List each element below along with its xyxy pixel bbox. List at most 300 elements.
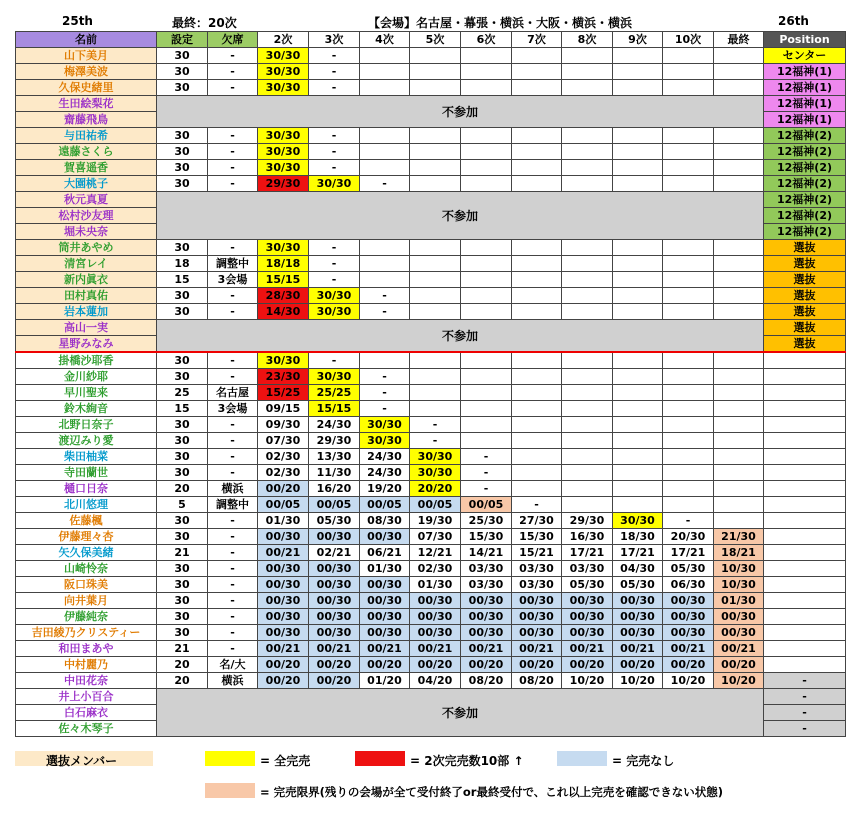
absent-block: 不参加 bbox=[157, 689, 764, 737]
round-cell: 00/30 bbox=[309, 529, 360, 545]
round-cell: 00/30 bbox=[663, 625, 714, 641]
round-cell bbox=[663, 272, 714, 288]
round-cell: 03/30 bbox=[512, 561, 562, 577]
member-row bbox=[16, 96, 846, 112]
round-cell: - bbox=[309, 352, 360, 369]
position-cell bbox=[764, 609, 846, 625]
member-row bbox=[16, 401, 846, 417]
round-cell: - bbox=[461, 465, 512, 481]
setting-count: 21 bbox=[157, 545, 208, 561]
round-cell: 00/30 bbox=[258, 561, 309, 577]
member-row bbox=[16, 64, 846, 80]
round-cell: 02/30 bbox=[258, 449, 309, 465]
round-cell: 00/30 bbox=[613, 625, 663, 641]
round-cell: 30/30 bbox=[258, 48, 309, 64]
round-cell bbox=[613, 369, 663, 385]
member-name: 岩本蓮加 bbox=[16, 304, 157, 320]
position-cell: 12福神(2) bbox=[764, 176, 846, 192]
round-cell bbox=[562, 369, 613, 385]
setting-count: 30 bbox=[157, 304, 208, 320]
absence-note: - bbox=[208, 513, 258, 529]
setting-count: 30 bbox=[157, 80, 208, 96]
round-cell bbox=[562, 128, 613, 144]
member-row bbox=[16, 449, 846, 465]
round-cell bbox=[562, 465, 613, 481]
round-cell: 00/30 bbox=[613, 593, 663, 609]
round-cell: 30/30 bbox=[309, 369, 360, 385]
member-row bbox=[16, 256, 846, 272]
round-cell: 00/30 bbox=[309, 609, 360, 625]
round-cell bbox=[410, 64, 461, 80]
member-name: 山下美月 bbox=[16, 48, 157, 64]
round-cell: 00/30 bbox=[258, 593, 309, 609]
position-cell bbox=[764, 529, 846, 545]
round-cell bbox=[714, 176, 764, 192]
round-cell: - bbox=[309, 256, 360, 272]
round-cell bbox=[360, 80, 410, 96]
round-cell bbox=[512, 481, 562, 497]
position-cell: 選抜 bbox=[764, 288, 846, 304]
round-cell: - bbox=[410, 417, 461, 433]
round-cell bbox=[663, 433, 714, 449]
header-11: 10次 bbox=[663, 32, 714, 48]
round-cell bbox=[714, 465, 764, 481]
round-cell bbox=[410, 369, 461, 385]
round-cell bbox=[663, 128, 714, 144]
round-cell: 02/21 bbox=[309, 545, 360, 561]
round-cell bbox=[562, 385, 613, 401]
round-cell: 30/30 bbox=[258, 80, 309, 96]
member-row bbox=[16, 609, 846, 625]
round-cell: - bbox=[360, 288, 410, 304]
absence-note: - bbox=[208, 641, 258, 657]
round-cell bbox=[512, 160, 562, 176]
header-13: Position bbox=[764, 32, 846, 48]
member-row bbox=[16, 48, 846, 64]
round-cell bbox=[714, 433, 764, 449]
round-cell: 00/30 bbox=[360, 577, 410, 593]
round-cell bbox=[663, 304, 714, 320]
position-cell bbox=[764, 449, 846, 465]
round-cell: 30/30 bbox=[258, 160, 309, 176]
absence-note: - bbox=[208, 625, 258, 641]
position-cell: - bbox=[764, 705, 846, 721]
round-cell bbox=[461, 64, 512, 80]
absence-note: 名古屋 bbox=[208, 385, 258, 401]
round-cell: 00/30 bbox=[258, 577, 309, 593]
orange-swatch bbox=[205, 783, 255, 798]
legend-no-sellout: = 完売なし bbox=[612, 754, 675, 768]
round-cell: 00/21 bbox=[613, 641, 663, 657]
round-cell bbox=[663, 176, 714, 192]
round-cell bbox=[461, 304, 512, 320]
member-row bbox=[16, 497, 846, 513]
round-cell: 10/20 bbox=[613, 673, 663, 689]
round-cell bbox=[512, 272, 562, 288]
position-cell: - bbox=[764, 689, 846, 705]
round-cell bbox=[512, 144, 562, 160]
round-cell bbox=[613, 433, 663, 449]
round-cell: 01/20 bbox=[360, 673, 410, 689]
round-cell bbox=[663, 48, 714, 64]
edition-label-26th: 26th bbox=[778, 14, 809, 28]
round-cell: 00/05 bbox=[461, 497, 512, 513]
round-cell bbox=[512, 256, 562, 272]
round-cell: 00/20 bbox=[714, 657, 764, 673]
member-name: 井上小百合 bbox=[16, 689, 157, 705]
round-cell: - bbox=[461, 449, 512, 465]
absence-note: - bbox=[208, 48, 258, 64]
round-cell: 00/20 bbox=[258, 657, 309, 673]
round-cell: 00/21 bbox=[512, 641, 562, 657]
round-cell: 29/30 bbox=[309, 433, 360, 449]
round-cell: 28/30 bbox=[258, 288, 309, 304]
header-8: 7次 bbox=[512, 32, 562, 48]
round-cell: 25/30 bbox=[461, 513, 512, 529]
round-cell bbox=[461, 80, 512, 96]
member-name: 鈴木絢音 bbox=[16, 401, 157, 417]
absence-note: - bbox=[208, 417, 258, 433]
round-cell bbox=[663, 385, 714, 401]
setting-count: 30 bbox=[157, 465, 208, 481]
round-cell: 00/21 bbox=[562, 641, 613, 657]
round-cell: 00/21 bbox=[663, 641, 714, 657]
round-cell bbox=[663, 64, 714, 80]
round-cell: - bbox=[360, 401, 410, 417]
member-name: 堀未央奈 bbox=[16, 224, 157, 240]
round-cell bbox=[663, 240, 714, 256]
round-cell bbox=[663, 369, 714, 385]
member-name: 中田花奈 bbox=[16, 673, 157, 689]
round-cell: 10/30 bbox=[714, 561, 764, 577]
round-cell: 05/30 bbox=[309, 513, 360, 529]
round-cell bbox=[714, 288, 764, 304]
round-cell bbox=[410, 176, 461, 192]
round-cell bbox=[562, 417, 613, 433]
round-cell: 18/18 bbox=[258, 256, 309, 272]
position-cell bbox=[764, 641, 846, 657]
round-cell bbox=[562, 304, 613, 320]
round-cell bbox=[562, 160, 613, 176]
round-cell bbox=[714, 144, 764, 160]
round-cell bbox=[410, 160, 461, 176]
member-name: 遠藤さくら bbox=[16, 144, 157, 160]
round-cell: 00/30 bbox=[410, 609, 461, 625]
round-cell: 24/30 bbox=[360, 465, 410, 481]
member-name: 新内眞衣 bbox=[16, 272, 157, 288]
round-cell: - bbox=[309, 64, 360, 80]
setting-count: 30 bbox=[157, 593, 208, 609]
round-cell: 15/25 bbox=[258, 385, 309, 401]
position-cell bbox=[764, 625, 846, 641]
member-name: 向井葉月 bbox=[16, 593, 157, 609]
absence-note: - bbox=[208, 369, 258, 385]
round-cell: 15/30 bbox=[461, 529, 512, 545]
round-cell bbox=[613, 288, 663, 304]
round-cell: 00/21 bbox=[360, 641, 410, 657]
round-cell: 08/20 bbox=[461, 673, 512, 689]
round-cell: 00/21 bbox=[258, 545, 309, 561]
round-cell bbox=[663, 481, 714, 497]
round-cell bbox=[512, 128, 562, 144]
absence-note: - bbox=[208, 433, 258, 449]
round-cell: - bbox=[663, 513, 714, 529]
round-cell: 01/30 bbox=[714, 593, 764, 609]
round-cell bbox=[663, 352, 714, 369]
round-cell bbox=[461, 48, 512, 64]
member-name: 松村沙友理 bbox=[16, 208, 157, 224]
absent-block: 不参加 bbox=[157, 192, 764, 240]
member-name: 北川悠理 bbox=[16, 497, 157, 513]
round-cell: 21/30 bbox=[714, 529, 764, 545]
member-name: 賀喜遥香 bbox=[16, 160, 157, 176]
round-cell: 30/30 bbox=[258, 352, 309, 369]
round-cell bbox=[562, 272, 613, 288]
member-name: 白石麻衣 bbox=[16, 705, 157, 721]
round-cell bbox=[562, 176, 613, 192]
round-cell: - bbox=[309, 48, 360, 64]
round-cell: - bbox=[309, 80, 360, 96]
round-cell: 01/30 bbox=[258, 513, 309, 529]
member-row bbox=[16, 144, 846, 160]
round-cell: 00/20 bbox=[562, 657, 613, 673]
header-0: 名前 bbox=[16, 32, 157, 48]
red-swatch bbox=[355, 751, 405, 766]
round-cell bbox=[461, 240, 512, 256]
round-cell: 00/20 bbox=[258, 673, 309, 689]
absence-note: 3会場 bbox=[208, 401, 258, 417]
absence-note: 横浜 bbox=[208, 481, 258, 497]
setting-count: 21 bbox=[157, 641, 208, 657]
member-name: 筒井あやめ bbox=[16, 240, 157, 256]
member-row bbox=[16, 304, 846, 320]
member-row bbox=[16, 465, 846, 481]
round-cell: - bbox=[360, 176, 410, 192]
round-cell: 00/05 bbox=[360, 497, 410, 513]
absence-note: - bbox=[208, 352, 258, 369]
position-cell bbox=[764, 593, 846, 609]
round-cell bbox=[360, 128, 410, 144]
round-cell: 27/30 bbox=[512, 513, 562, 529]
round-cell: 05/30 bbox=[562, 577, 613, 593]
round-cell: 18/30 bbox=[613, 529, 663, 545]
setting-count: 15 bbox=[157, 401, 208, 417]
round-cell: 07/30 bbox=[410, 529, 461, 545]
member-row bbox=[16, 513, 846, 529]
member-name: 柴田柚菜 bbox=[16, 449, 157, 465]
setting-count: 30 bbox=[157, 513, 208, 529]
round-cell: - bbox=[360, 369, 410, 385]
position-cell: 選抜 bbox=[764, 304, 846, 320]
setting-count: 30 bbox=[157, 352, 208, 369]
round-cell: 01/30 bbox=[360, 561, 410, 577]
round-cell bbox=[714, 64, 764, 80]
round-cell: 00/30 bbox=[258, 625, 309, 641]
round-cell bbox=[512, 304, 562, 320]
member-row bbox=[16, 689, 846, 705]
position-cell: 選抜 bbox=[764, 272, 846, 288]
round-cell bbox=[613, 240, 663, 256]
member-row bbox=[16, 625, 846, 641]
absence-note: - bbox=[208, 577, 258, 593]
position-cell bbox=[764, 465, 846, 481]
position-cell bbox=[764, 352, 846, 369]
round-cell bbox=[461, 272, 512, 288]
round-cell: - bbox=[309, 240, 360, 256]
round-cell bbox=[714, 256, 764, 272]
position-cell bbox=[764, 577, 846, 593]
round-cell bbox=[410, 240, 461, 256]
round-cell: 00/20 bbox=[461, 657, 512, 673]
round-cell: 10/30 bbox=[714, 577, 764, 593]
member-row bbox=[16, 176, 846, 192]
member-name: 北野日奈子 bbox=[16, 417, 157, 433]
absence-note: - bbox=[208, 176, 258, 192]
round-cell bbox=[714, 272, 764, 288]
setting-count: 20 bbox=[157, 657, 208, 673]
setting-count: 30 bbox=[157, 417, 208, 433]
position-cell: 12福神(2) bbox=[764, 224, 846, 240]
round-cell bbox=[410, 401, 461, 417]
round-cell: 07/30 bbox=[258, 433, 309, 449]
absence-note: 3会場 bbox=[208, 272, 258, 288]
member-name: 齋藤飛鳥 bbox=[16, 112, 157, 128]
header-10: 9次 bbox=[613, 32, 663, 48]
round-cell: 00/21 bbox=[410, 641, 461, 657]
round-cell: 00/30 bbox=[258, 529, 309, 545]
round-cell bbox=[613, 449, 663, 465]
absent-block: 不参加 bbox=[157, 96, 764, 128]
position-cell bbox=[764, 545, 846, 561]
setting-count: 20 bbox=[157, 481, 208, 497]
round-cell bbox=[461, 288, 512, 304]
round-cell bbox=[613, 481, 663, 497]
member-name: 矢久保美緒 bbox=[16, 545, 157, 561]
round-cell bbox=[360, 240, 410, 256]
round-cell bbox=[461, 128, 512, 144]
round-cell bbox=[613, 401, 663, 417]
edition-label-25th: 25th bbox=[62, 14, 93, 28]
absence-note: - bbox=[208, 593, 258, 609]
round-cell bbox=[613, 272, 663, 288]
member-row bbox=[16, 240, 846, 256]
round-cell bbox=[663, 449, 714, 465]
round-cell: 00/30 bbox=[309, 625, 360, 641]
round-cell: - bbox=[410, 433, 461, 449]
position-cell: 12福神(2) bbox=[764, 192, 846, 208]
absence-note: 横浜 bbox=[208, 673, 258, 689]
round-cell bbox=[512, 465, 562, 481]
round-cell bbox=[410, 80, 461, 96]
round-cell bbox=[663, 80, 714, 96]
round-cell: 15/21 bbox=[512, 545, 562, 561]
round-cell: 09/30 bbox=[258, 417, 309, 433]
round-cell: 30/30 bbox=[309, 176, 360, 192]
round-cell: 25/25 bbox=[309, 385, 360, 401]
round-cell bbox=[360, 160, 410, 176]
member-row bbox=[16, 673, 846, 689]
round-cell bbox=[562, 352, 613, 369]
position-cell: 12福神(2) bbox=[764, 128, 846, 144]
round-cell: 00/20 bbox=[309, 657, 360, 673]
round-cell: - bbox=[309, 272, 360, 288]
round-cell: 00/20 bbox=[663, 657, 714, 673]
venue-list: 【会場】名古屋・幕張・横浜・大阪・横浜・横浜 bbox=[368, 16, 633, 30]
round-cell bbox=[461, 417, 512, 433]
member-name: 生田絵梨花 bbox=[16, 96, 157, 112]
absence-note: - bbox=[208, 609, 258, 625]
member-name: 寺田蘭世 bbox=[16, 465, 157, 481]
member-name: 与田祐希 bbox=[16, 128, 157, 144]
round-cell: 00/30 bbox=[663, 609, 714, 625]
round-cell bbox=[512, 288, 562, 304]
round-cell bbox=[461, 352, 512, 369]
round-cell bbox=[613, 176, 663, 192]
absent-block: 不参加 bbox=[157, 320, 764, 353]
round-cell: 23/30 bbox=[258, 369, 309, 385]
round-cell bbox=[714, 385, 764, 401]
absence-note: - bbox=[208, 561, 258, 577]
member-name: 佐藤楓 bbox=[16, 513, 157, 529]
header-12: 最終 bbox=[714, 32, 764, 48]
member-name: 渡辺みり愛 bbox=[16, 433, 157, 449]
round-cell: 00/30 bbox=[258, 609, 309, 625]
position-cell bbox=[764, 481, 846, 497]
yellow-swatch bbox=[205, 751, 255, 766]
handshake-sales-table bbox=[15, 31, 846, 737]
absence-note: - bbox=[208, 80, 258, 96]
round-cell bbox=[461, 401, 512, 417]
member-row bbox=[16, 545, 846, 561]
position-cell: - bbox=[764, 673, 846, 689]
member-row bbox=[16, 577, 846, 593]
position-cell bbox=[764, 657, 846, 673]
position-cell: 12福神(2) bbox=[764, 144, 846, 160]
round-cell: 18/21 bbox=[714, 545, 764, 561]
round-cell: 14/30 bbox=[258, 304, 309, 320]
member-name: 田村真佑 bbox=[16, 288, 157, 304]
header-2: 欠席 bbox=[208, 32, 258, 48]
absence-note: - bbox=[208, 160, 258, 176]
round-cell: 00/30 bbox=[512, 609, 562, 625]
round-cell: - bbox=[309, 144, 360, 160]
round-cell: 06/21 bbox=[360, 545, 410, 561]
member-row bbox=[16, 561, 846, 577]
member-row bbox=[16, 369, 846, 385]
round-cell: 00/30 bbox=[562, 609, 613, 625]
round-cell bbox=[461, 256, 512, 272]
round-cell bbox=[714, 513, 764, 529]
round-cell: 17/21 bbox=[663, 545, 714, 561]
round-cell bbox=[410, 385, 461, 401]
round-cell: 02/30 bbox=[258, 465, 309, 481]
member-name: 久保史緒里 bbox=[16, 80, 157, 96]
round-cell bbox=[461, 160, 512, 176]
round-cell: 00/30 bbox=[714, 609, 764, 625]
setting-count: 18 bbox=[157, 256, 208, 272]
round-cell bbox=[613, 385, 663, 401]
round-cell: 00/30 bbox=[360, 609, 410, 625]
round-cell bbox=[562, 481, 613, 497]
round-cell: 15/15 bbox=[258, 272, 309, 288]
round-cell: 04/20 bbox=[410, 673, 461, 689]
round-cell bbox=[461, 433, 512, 449]
blue-swatch bbox=[557, 751, 607, 766]
round-cell bbox=[663, 497, 714, 513]
setting-count: 30 bbox=[157, 369, 208, 385]
absence-note: - bbox=[208, 288, 258, 304]
member-row bbox=[16, 433, 846, 449]
